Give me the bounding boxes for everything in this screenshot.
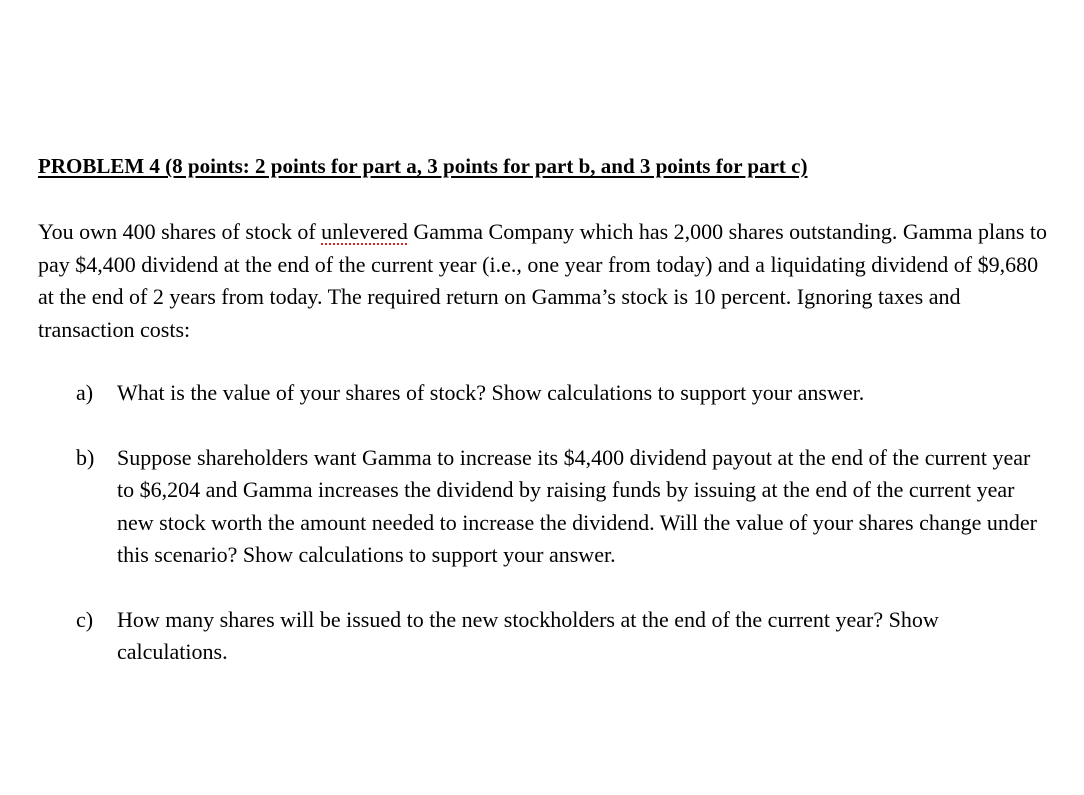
question-part-b <box>38 442 1037 572</box>
document-page <box>38 150 1048 669</box>
part-c-text: How many shares will be issued to the new stockholders at the end of the current year? Show calculations. <box>117 606 939 664</box>
intro-text-end: Gamma Company which has 2,000 shares outstanding. Gamma plans to pay $4,400 dividend at the end of the current year (i.e., one year from today) and a liquidating dividend of $9,680 at the end of 2 years from today. The required return on Gamma’s stock is 10 percent. Ignoring taxes and transaction costs: <box>38 219 1048 342</box>
part-a-marker: a) <box>76 380 94 405</box>
question-parts-list <box>38 377 1048 669</box>
part-b-text: Suppose shareholders want Gamma to increase its $4,400 dividend payout at the end of the current year to $6,204 and Gamma increases the dividend by raising funds by issuing at the end of the current year new stock worth the amount needed to increase the dividend. Will the value of your shares change under this scenario? Show calculations to support your answer. <box>117 444 1037 567</box>
problem-heading: PROBLEM 4 (8 points: 2 points for part a, 3 points for part b, and 3 points for part c) <box>38 154 808 178</box>
part-a-text: What is the value of your shares of stock? Show calculations to support your answer. <box>117 380 865 405</box>
question-part-c <box>38 604 1037 669</box>
spellcheck-flagged-word[interactable]: unlevered <box>321 219 408 244</box>
question-part-a <box>38 377 1048 410</box>
part-b-marker: b) <box>76 444 95 470</box>
problem-intro <box>38 216 1048 346</box>
intro-text-start: You own 400 shares of stock of <box>38 219 322 244</box>
part-c-marker: c) <box>76 606 94 632</box>
